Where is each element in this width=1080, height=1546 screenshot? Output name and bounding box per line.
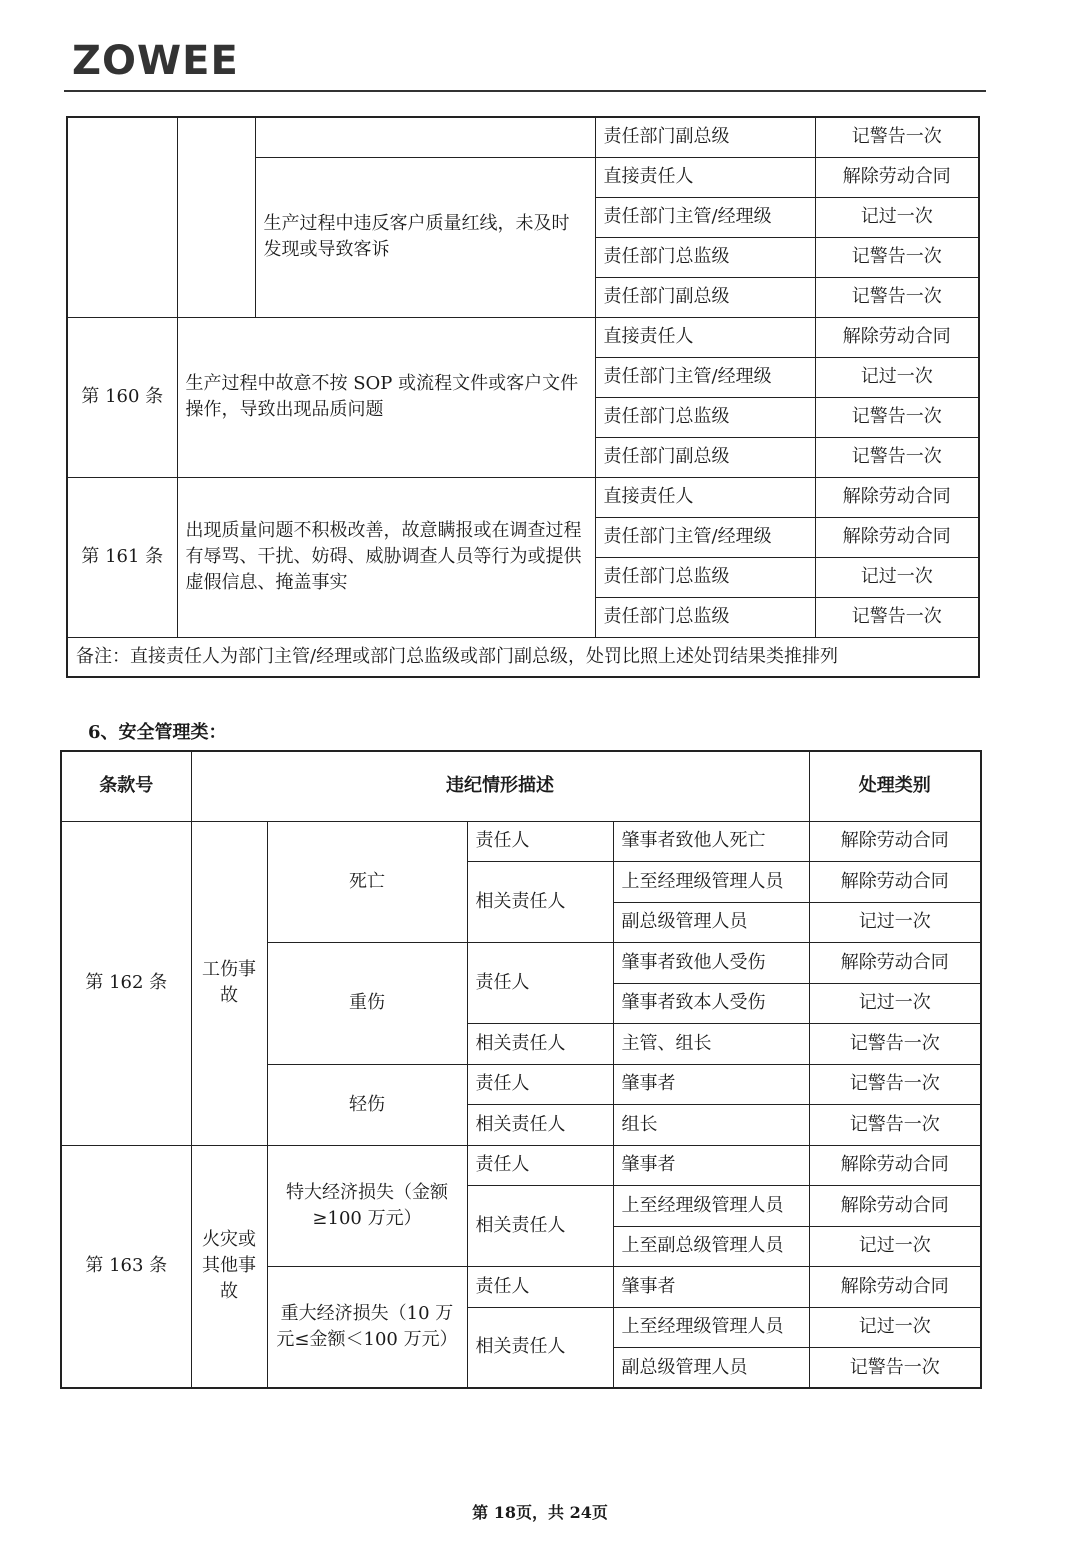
table-row — [67, 117, 979, 157]
role-cell: 责任部门总监级 — [595, 557, 815, 597]
article-number: 第 163 条 — [61, 1145, 191, 1388]
detail-cell: 肇事者 — [613, 1145, 809, 1186]
role-cell: 责任部门副总级 — [595, 437, 815, 477]
severity-cell: 重大经济损失（10 万元≤金额＜100 万元） — [267, 1267, 467, 1389]
article-number: 第 161 条 — [67, 477, 177, 637]
violation-description: 生产过程中故意不按 SOP 或流程文件或客户文件操作，导致出现品质问题 — [177, 317, 595, 477]
penalty-cell: 记过一次 — [815, 557, 979, 597]
penalty-cell: 解除劳动合同 — [809, 862, 981, 903]
penalty-cell: 记警告一次 — [815, 277, 979, 317]
article-number: 第 162 条 — [61, 821, 191, 1145]
penalty-cell: 记警告一次 — [815, 117, 979, 157]
penalty-cell: 解除劳动合同 — [809, 1145, 981, 1186]
penalty-cell: 记过一次 — [815, 197, 979, 237]
detail-cell: 肇事者致他人受伤 — [613, 943, 809, 984]
article-number: 第 160 条 — [67, 317, 177, 477]
party-cell: 责任人 — [467, 943, 613, 1024]
role-cell: 直接责任人 — [595, 477, 815, 517]
detail-cell: 组长 — [613, 1105, 809, 1146]
detail-cell: 肇事者致本人受伤 — [613, 983, 809, 1024]
penalty-cell: 解除劳动合同 — [815, 477, 979, 517]
severity-cell: 重伤 — [267, 943, 467, 1065]
role-cell: 直接责任人 — [595, 317, 815, 357]
severity-cell: 死亡 — [267, 821, 467, 943]
party-cell: 责任人 — [467, 1064, 613, 1105]
detail-cell: 副总级管理人员 — [613, 1348, 809, 1389]
role-cell: 责任部门主管/经理级 — [595, 197, 815, 237]
party-cell: 相关责任人 — [467, 862, 613, 943]
detail-cell: 肇事者致他人死亡 — [613, 821, 809, 862]
penalty-cell: 记警告一次 — [815, 237, 979, 277]
detail-cell: 副总级管理人员 — [613, 902, 809, 943]
header-divider — [64, 90, 986, 92]
table-row — [67, 317, 979, 357]
role-cell: 责任部门主管/经理级 — [595, 517, 815, 557]
section-title: 6、安全管理类： — [88, 722, 227, 743]
party-cell: 相关责任人 — [467, 1024, 613, 1065]
penalty-cell: 解除劳动合同 — [809, 821, 981, 862]
penalty-cell: 记过一次 — [809, 983, 981, 1024]
table-row — [67, 637, 979, 677]
table-row — [67, 477, 979, 517]
role-cell: 责任部门主管/经理级 — [595, 357, 815, 397]
penalty-cell: 记警告一次 — [815, 437, 979, 477]
header-description: 违纪情形描述 — [191, 751, 809, 821]
party-cell: 责任人 — [467, 1145, 613, 1186]
penalty-cell: 记过一次 — [809, 1226, 981, 1267]
table-row — [61, 821, 981, 862]
header-article: 条款号 — [61, 751, 191, 821]
detail-cell: 主管、组长 — [613, 1024, 809, 1065]
penalty-cell: 记过一次 — [809, 1307, 981, 1348]
penalty-cell: 记警告一次 — [809, 1024, 981, 1065]
detail-cell: 肇事者 — [613, 1064, 809, 1105]
violation-description: 出现质量问题不积极改善，故意瞒报或在调查过程有辱骂、干扰、妨碍、威胁调查人员等行为或提供虚假信息、掩盖事实 — [177, 477, 595, 637]
detail-cell: 上至副总级管理人员 — [613, 1226, 809, 1267]
table-header-row — [61, 751, 981, 821]
penalty-cell: 记警告一次 — [809, 1105, 981, 1146]
page-number: 第 18页，共 24页 — [472, 1503, 608, 1522]
table-note: 备注：直接责任人为部门主管/经理或部门总监级或部门副总级，处罚比照上述处罚结果类推排列 — [67, 637, 979, 677]
detail-cell: 上至经理级管理人员 — [613, 1186, 809, 1227]
party-cell: 相关责任人 — [467, 1186, 613, 1267]
detail-cell: 上至经理级管理人员 — [613, 862, 809, 903]
party-cell: 相关责任人 — [467, 1307, 613, 1388]
role-cell: 责任部门副总级 — [595, 117, 815, 157]
penalty-cell: 记警告一次 — [809, 1064, 981, 1105]
penalty-cell: 解除劳动合同 — [815, 157, 979, 197]
role-cell: 责任部门总监级 — [595, 597, 815, 637]
penalty-cell: 记警告一次 — [809, 1348, 981, 1389]
party-cell: 责任人 — [467, 1267, 613, 1308]
severity-cell: 轻伤 — [267, 1064, 467, 1145]
role-cell: 责任部门总监级 — [595, 397, 815, 437]
violation-description: 生产过程中违反客户质量红线，未及时发现或导致客诉 — [255, 157, 595, 317]
detail-cell: 上至经理级管理人员 — [613, 1307, 809, 1348]
penalty-cell: 解除劳动合同 — [809, 943, 981, 984]
header-category: 处理类别 — [809, 751, 981, 821]
party-cell: 责任人 — [467, 821, 613, 862]
penalty-cell: 记警告一次 — [815, 597, 979, 637]
safety-penalty-table — [60, 750, 982, 1389]
penalty-cell: 解除劳动合同 — [809, 1267, 981, 1308]
penalty-cell: 记过一次 — [815, 357, 979, 397]
detail-cell: 肇事者 — [613, 1267, 809, 1308]
role-cell: 责任部门总监级 — [595, 237, 815, 277]
company-logo: ZOWEE — [72, 38, 239, 84]
penalty-cell: 解除劳动合同 — [815, 517, 979, 557]
role-cell: 直接责任人 — [595, 157, 815, 197]
penalty-cell: 记过一次 — [809, 902, 981, 943]
severity-cell: 特大经济损失（金额≥100 万元） — [267, 1145, 467, 1267]
party-cell: 相关责任人 — [467, 1105, 613, 1146]
accident-type: 工伤事故 — [191, 821, 267, 1145]
table-row — [61, 1145, 981, 1186]
accident-type: 火灾或其他事故 — [191, 1145, 267, 1388]
penalty-cell: 解除劳动合同 — [809, 1186, 981, 1227]
penalty-cell: 解除劳动合同 — [815, 317, 979, 357]
role-cell: 责任部门副总级 — [595, 277, 815, 317]
penalty-cell: 记警告一次 — [815, 397, 979, 437]
quality-penalty-table — [66, 116, 980, 678]
